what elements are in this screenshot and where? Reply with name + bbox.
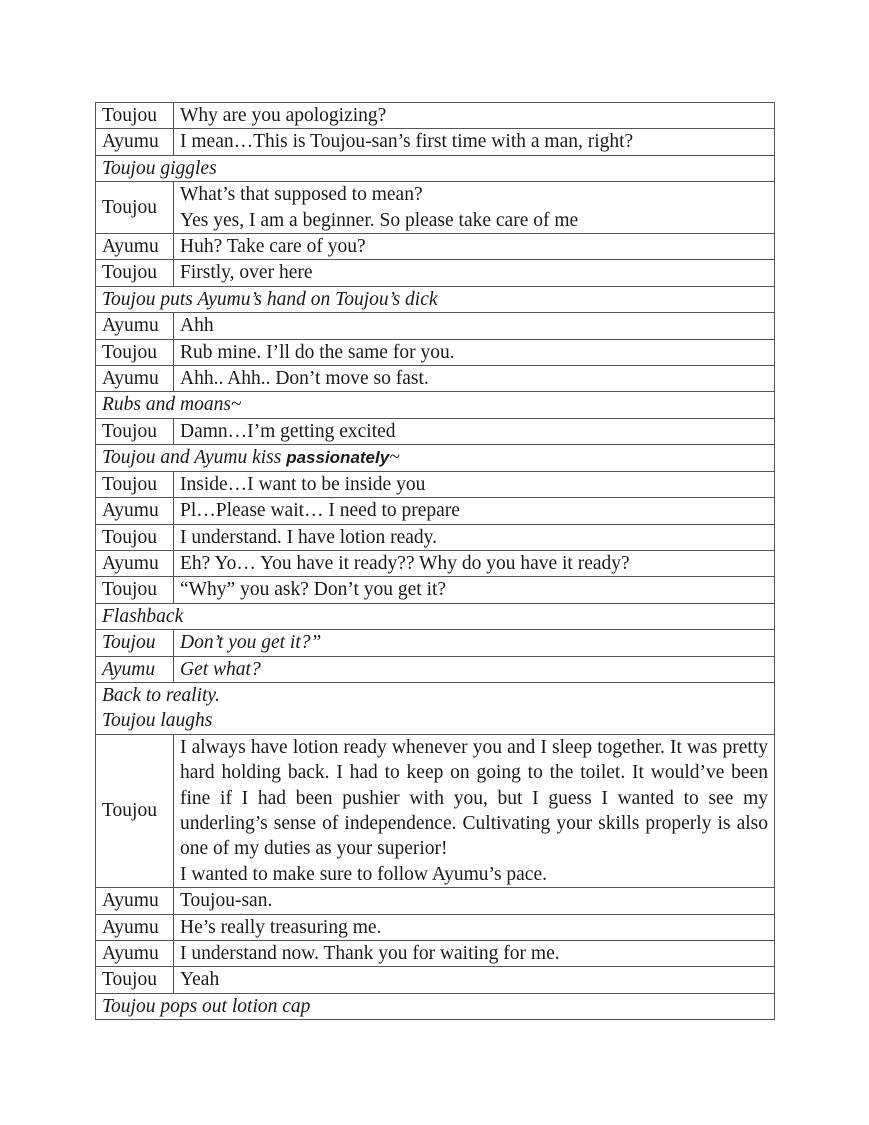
- table-row: [96, 914, 775, 940]
- speaker-cell: Toujou: [96, 734, 174, 887]
- dialogue-cell: [174, 734, 775, 887]
- speaker-cell: Toujou: [96, 103, 174, 129]
- table-row: [96, 941, 775, 967]
- direction-text: ~: [389, 447, 400, 469]
- speaker-cell: Ayumu: [96, 313, 174, 339]
- dialogue-cell: I understand. I have lotion ready.: [174, 524, 775, 550]
- stage-direction: Toujou giggles: [96, 155, 775, 181]
- dialogue-line: What’s that supposed to mean?: [180, 184, 423, 206]
- table-row: [96, 682, 775, 734]
- dialogue-cell: Why are you apologizing?: [174, 103, 775, 129]
- table-row: [96, 577, 775, 603]
- table-row: [96, 313, 775, 339]
- table-row: [96, 498, 775, 524]
- table-row: [96, 182, 775, 234]
- table-row: [96, 155, 775, 181]
- table-row: [96, 234, 775, 260]
- dialogue-cell: Huh? Take care of you?: [174, 234, 775, 260]
- speaker-cell: Ayumu: [96, 234, 174, 260]
- table-row: [96, 550, 775, 576]
- speaker-cell: Toujou: [96, 967, 174, 993]
- speaker-cell: Toujou: [96, 524, 174, 550]
- speaker-cell: Toujou: [96, 471, 174, 497]
- table-row: [96, 993, 775, 1019]
- dialogue-cell: I understand now. Thank you for waiting for me.: [174, 941, 775, 967]
- speaker-cell: Toujou: [96, 630, 174, 656]
- dialogue-cell: “Why” you ask? Don’t you get it?: [174, 577, 775, 603]
- speaker-cell: Toujou: [96, 182, 174, 234]
- stage-direction: Toujou pops out lotion cap: [96, 993, 775, 1019]
- dialogue-line: Yes yes, I am a beginner. So please take care of me: [180, 209, 579, 231]
- speaker-cell: Ayumu: [96, 550, 174, 576]
- speaker-cell: Ayumu: [96, 656, 174, 682]
- speaker-cell: Toujou: [96, 418, 174, 444]
- table-row: [96, 286, 775, 312]
- table-row: [96, 967, 775, 993]
- table-row: [96, 656, 775, 682]
- speaker-cell: Ayumu: [96, 129, 174, 155]
- stage-direction: Flashback: [96, 603, 775, 629]
- dialogue-cell: Yeah: [174, 967, 775, 993]
- speaker-cell: Ayumu: [96, 888, 174, 914]
- direction-emphasis: passionately: [286, 448, 390, 468]
- dialogue-cell: He’s really treasuring me.: [174, 914, 775, 940]
- table-row: [96, 630, 775, 656]
- dialogue-cell: Don’t you get it?”: [174, 630, 775, 656]
- speaker-cell: Ayumu: [96, 941, 174, 967]
- dialogue-cell: Ahh: [174, 313, 775, 339]
- table-row: [96, 445, 775, 471]
- table-row: [96, 103, 775, 129]
- table-row: [96, 339, 775, 365]
- table-row: [96, 418, 775, 444]
- dialogue-cell: Inside…I want to be inside you: [174, 471, 775, 497]
- table-row: [96, 524, 775, 550]
- dialogue-cell: [174, 182, 775, 234]
- direction-text: Toujou and Ayumu kiss: [102, 447, 287, 469]
- dialogue-cell: Firstly, over here: [174, 260, 775, 286]
- dialogue-line: I wanted to make sure to follow Ayumu’s pace.: [180, 863, 547, 885]
- table-row: [96, 366, 775, 392]
- stage-direction: [96, 682, 775, 734]
- dialogue-cell: Rub mine. I’ll do the same for you.: [174, 339, 775, 365]
- speaker-cell: Toujou: [96, 339, 174, 365]
- table-row: [96, 260, 775, 286]
- dialogue-paragraph: I always have lotion ready whenever you and I sleep together. It was pretty hard holding back. I had to keep on going to the toilet. It would’ve been fine if I had been pushier with you, but I guess I wanted to see my underling’s sense of independence. Cultivating your skills properly is also one of my duties as your superior!: [180, 736, 768, 860]
- dialogue-cell: I mean…This is Toujou-san’s first time with a man, right?: [174, 129, 775, 155]
- script-table: [95, 102, 775, 1020]
- speaker-cell: Toujou: [96, 577, 174, 603]
- speaker-cell: Ayumu: [96, 914, 174, 940]
- table-row: [96, 129, 775, 155]
- dialogue-cell: Get what?: [174, 656, 775, 682]
- dialogue-cell: Pl…Please wait… I need to prepare: [174, 498, 775, 524]
- table-row: [96, 392, 775, 418]
- stage-direction: Toujou puts Ayumu’s hand on Toujou’s dick: [96, 286, 775, 312]
- stage-direction: Rubs and moans~: [96, 392, 775, 418]
- direction-line: Back to reality.: [102, 684, 220, 706]
- table-row: [96, 888, 775, 914]
- table-row: [96, 603, 775, 629]
- speaker-cell: Ayumu: [96, 366, 174, 392]
- dialogue-cell: Toujou-san.: [174, 888, 775, 914]
- table-row: [96, 734, 775, 887]
- direction-line: Toujou laughs: [102, 710, 213, 732]
- stage-direction: [96, 445, 775, 471]
- speaker-cell: Ayumu: [96, 498, 174, 524]
- dialogue-cell: Ahh.. Ahh.. Don’t move so fast.: [174, 366, 775, 392]
- table-row: [96, 471, 775, 497]
- speaker-cell: Toujou: [96, 260, 174, 286]
- dialogue-cell: Damn…I’m getting excited: [174, 418, 775, 444]
- dialogue-cell: Eh? Yo… You have it ready?? Why do you have it ready?: [174, 550, 775, 576]
